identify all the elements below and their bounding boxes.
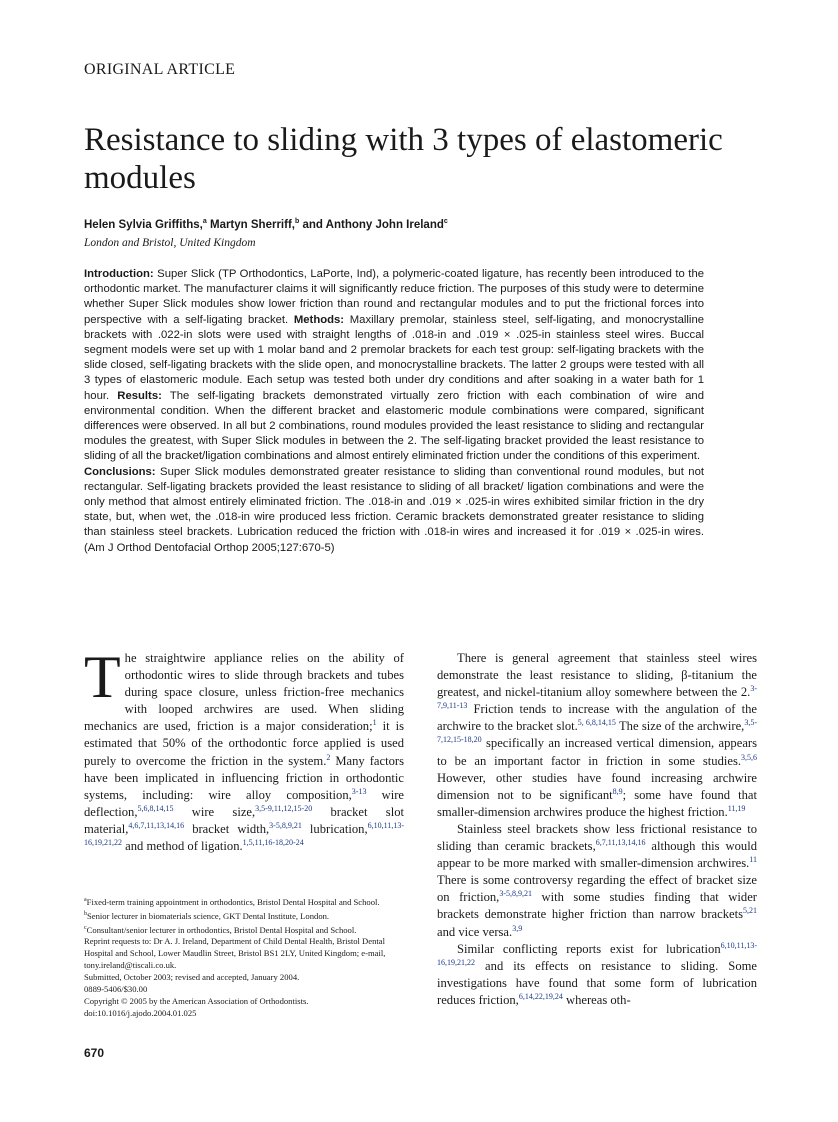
body-text: with some studies finding that wider brackets demonstrate higher friction than narrow brackets (437, 890, 757, 922)
body-text: There is general agreement that stainless steel wires demonstrate the least resistance to sliding, β-titanium the greatest, and nickel-titanium alloy somewhere between the 2. (437, 651, 757, 700)
body-text: However, other studies have found increasing archwire dimension not to be significant (437, 770, 757, 802)
author-affil-mark: b (294, 218, 300, 225)
author-affil-mark: a (202, 218, 207, 225)
citation-link[interactable]: 3-7,9,11-13 (437, 684, 757, 711)
body-text: wire deflection, (84, 787, 405, 819)
citation-link[interactable]: 3-5,8,9,21 (269, 820, 302, 830)
citation-link[interactable]: 3,9 (512, 923, 523, 933)
abstract-results: The self-ligating brackets demonstrated virtually zero friction with each combination of wire and environmental condition. When the different bracket and elastomeric module combinations were compared, significant differences were observed. In all but 2 combinations, round modules provided the least resistance to sliding and rectangular modules the greatest, with Super Slick modules in between the 2. The self-ligating bracket provided the least resistance to sliding of all the bracket/ligation combinations and almost entirely eliminated friction under the conditions of this experiment. (84, 389, 705, 463)
citation-link[interactable]: 6,14,22,19,24 (518, 991, 563, 1001)
copyright-notice: Copyright © 2005 by the American Association of Orthodontists. (84, 995, 309, 1006)
citation-link[interactable]: 6,10,11,13-16,19,21,22 (84, 820, 405, 847)
citation-link[interactable]: 6,10,11,13-16,19,21,22 (437, 940, 757, 967)
footnote-mark: c (84, 924, 87, 931)
page-number: 670 (84, 1046, 105, 1060)
abstract-methods-label: Methods: (293, 313, 345, 326)
body-left-column (84, 644, 405, 855)
footnote-c (84, 923, 406, 937)
citation-link[interactable]: 5,6,8,14,15 (137, 803, 174, 813)
body-text: bracket slot material, (84, 804, 404, 836)
citation-link[interactable]: 3-5,8,9,21 (499, 889, 532, 899)
footnote-b (84, 909, 406, 923)
body-text: and its effects on resistance to sliding. Some investigations have found that some form of lubrication reduces friction, (437, 958, 757, 1007)
abstract-methods: Maxillary premolar, stainless steel, self-ligating, and monocrystalline brackets with .022-in slots were used with straight lengths of .018-in and .019 × .025-in stainless steel wires. Buccal segment models were set up with 1 molar band and 2 premolar brackets for each test group: self-ligating brackets with the slide closed, self-ligating brackets with the slide open, and monocrystalline brackets. The latter 2 groups were tested with all 3 types of elastomeric module. Each setup was tested both under dry conditions and after soaking in a water bath for 1 hour. (84, 313, 705, 402)
body-text: specifically an increased vertical dimension, appears to be an important factor in friction in some studies. (437, 736, 757, 768)
citation-link[interactable]: 5,21 (743, 906, 757, 916)
body-text: it is estimated that 50% of the orthodontic force applied is used purely to overcome the friction in the system. (84, 719, 404, 768)
body-text: and method of ligation. (122, 839, 243, 854)
author-affiliation: London and Bristol, United Kingdom (84, 237, 256, 249)
submission-dates: Submitted, October 2003; revised and accepted, January 2004. (84, 972, 300, 983)
body-text: bracket width, (184, 821, 270, 836)
footnote-text: Consultant/senior lecturer in orthodontics, Bristol Dental Hospital and School. (86, 924, 357, 935)
drop-cap: T (84, 644, 121, 710)
citation-link[interactable]: 11 (749, 854, 757, 864)
footnote-mark: b (84, 910, 87, 917)
body-paragraph (84, 644, 405, 855)
citation-link[interactable]: 3,5-9,11,12,15-20 (255, 803, 313, 813)
author-affil-mark: c (443, 218, 448, 225)
footnote-text: Senior lecturer in biomaterials science, GKT Dental Institute, London. (87, 910, 330, 921)
author-name: Martyn Sherriff, (209, 218, 295, 231)
body-text: The size of the archwire, (615, 719, 745, 734)
footnote-mark: a (84, 897, 87, 903)
body-text: wire size, (173, 804, 256, 819)
issn-code: 0889-5406/$30.00 (84, 983, 148, 994)
abstract-results-label: Results: (117, 389, 162, 402)
citation-link[interactable]: 5, 6,8,14,15 (577, 718, 616, 728)
citation-link[interactable]: 2 (326, 752, 331, 762)
citation-link[interactable]: 3,5-7,12,15-18,20 (437, 718, 757, 745)
body-text: Stainless steel brackets show less frictional resistance to sliding than ceramic brackets, (437, 821, 757, 854)
body-paragraph (437, 941, 757, 1009)
body-text: Many factors have been implicated in influencing friction in orthodontic systems, including: wire alloy composition, (84, 753, 404, 802)
body-right-column (437, 650, 757, 1009)
abstract-conclusions-label: Conclusions: (84, 465, 156, 478)
section-label: ORIGINAL ARTICLE (84, 61, 236, 78)
citation-link[interactable]: 8,9 (612, 786, 623, 796)
citation-link[interactable]: 1,5,11,16-18,20-24 (242, 837, 304, 847)
abstract-intro: Super Slick (TP Orthodontics, LaPorte, Ind), a polymeric-coated ligature, has recently been introduced to the orthodontic market. The manufacturer claims it will significantly reduce friction. The purposes of this study were to determine whether Super Slick modules show lower friction than round and rectangular modules and to put the frictional forces into perspective with a self-ligating bracket. (84, 268, 705, 326)
citation-link[interactable]: 6,7,11,13,14,16 (595, 837, 646, 847)
reprint-requests: Reprint requests to: Dr A. J. Ireland, Department of Child Dental Health, Bristol Dental Hospital and School, Lower Maudlin Street, Bristol BS1 2LY, United Kingdom; e-mail, tony.ireland@tiscali.co.uk. (84, 936, 386, 971)
citation-link[interactable]: 3,5,6 (741, 752, 757, 762)
article-title: Resistance to sliding with 3 types of elastomeric modules (84, 122, 723, 196)
body-text: Friction tends to increase with the angulation of the archwire to the bracket slot. (437, 702, 757, 734)
author-list (84, 218, 448, 231)
body-text: although this would appear to be more marked with smaller-dimension archwires. (437, 839, 757, 871)
footnote-a (84, 895, 406, 909)
body-paragraph (437, 650, 757, 821)
citation-link[interactable]: 4,6,7,11,13,14,16 (128, 820, 185, 830)
citation-link[interactable]: 1 (372, 718, 377, 728)
body-text: lubrication, (301, 821, 368, 836)
abstract (84, 267, 704, 556)
abstract-conclusions: Super Slick modules demonstrated greater resistance to sliding than conventional round modules, but not rectangular. Self-ligating brackets provided the least resistance to sliding of all bracket/ ligation combinations and were the only method that almost entirely eliminated friction. The .018-in and .019 × .025-in wires exhibited similar friction in the dry state, but, when wet, the .018-in wire produced less friction. Ceramic brackets demonstrated greater resistance to sliding than stainless steel brackets. Lubrication reduced the friction with .018-in wires and increased it for .019 × .025-in wires. (Am J Orthod Dentofacial Orthop 2005;127:670-5) (84, 465, 705, 554)
body-text: he straightwire appliance relies on the ability of orthodontic wires to slide through brackets and tubes during space closure, unless friction-free mechanics with looped archwires are used. When sliding mechanics are used, friction is a major consideration; (84, 651, 404, 734)
body-paragraph (437, 821, 757, 941)
doi-link[interactable]: doi:10.1016/j.ajodo.2004.01.025 (84, 1007, 197, 1018)
body-text: ; some have found that smaller-dimension archwires produce the highest friction. (437, 787, 757, 819)
body-text: There is some controversy regarding the effect of bracket size on friction, (437, 873, 757, 905)
abstract-intro-label: Introduction: (84, 268, 154, 280)
body-text: Similar conflicting reports exist for lubrication (457, 941, 721, 956)
author-name: Helen Sylvia Griffiths, (84, 218, 203, 231)
footnotes (84, 895, 406, 1020)
body-text: whereas oth- (562, 992, 631, 1007)
body-text: and vice versa. (437, 924, 513, 939)
citation-link[interactable]: 3-13 (351, 786, 367, 796)
footnote-text: Fixed-term training appointment in orthodontics, Bristol Dental Hospital and School. (86, 896, 380, 907)
author-name: and Anthony John Ireland (302, 218, 444, 231)
citation-link[interactable]: 11,19 (727, 803, 746, 813)
